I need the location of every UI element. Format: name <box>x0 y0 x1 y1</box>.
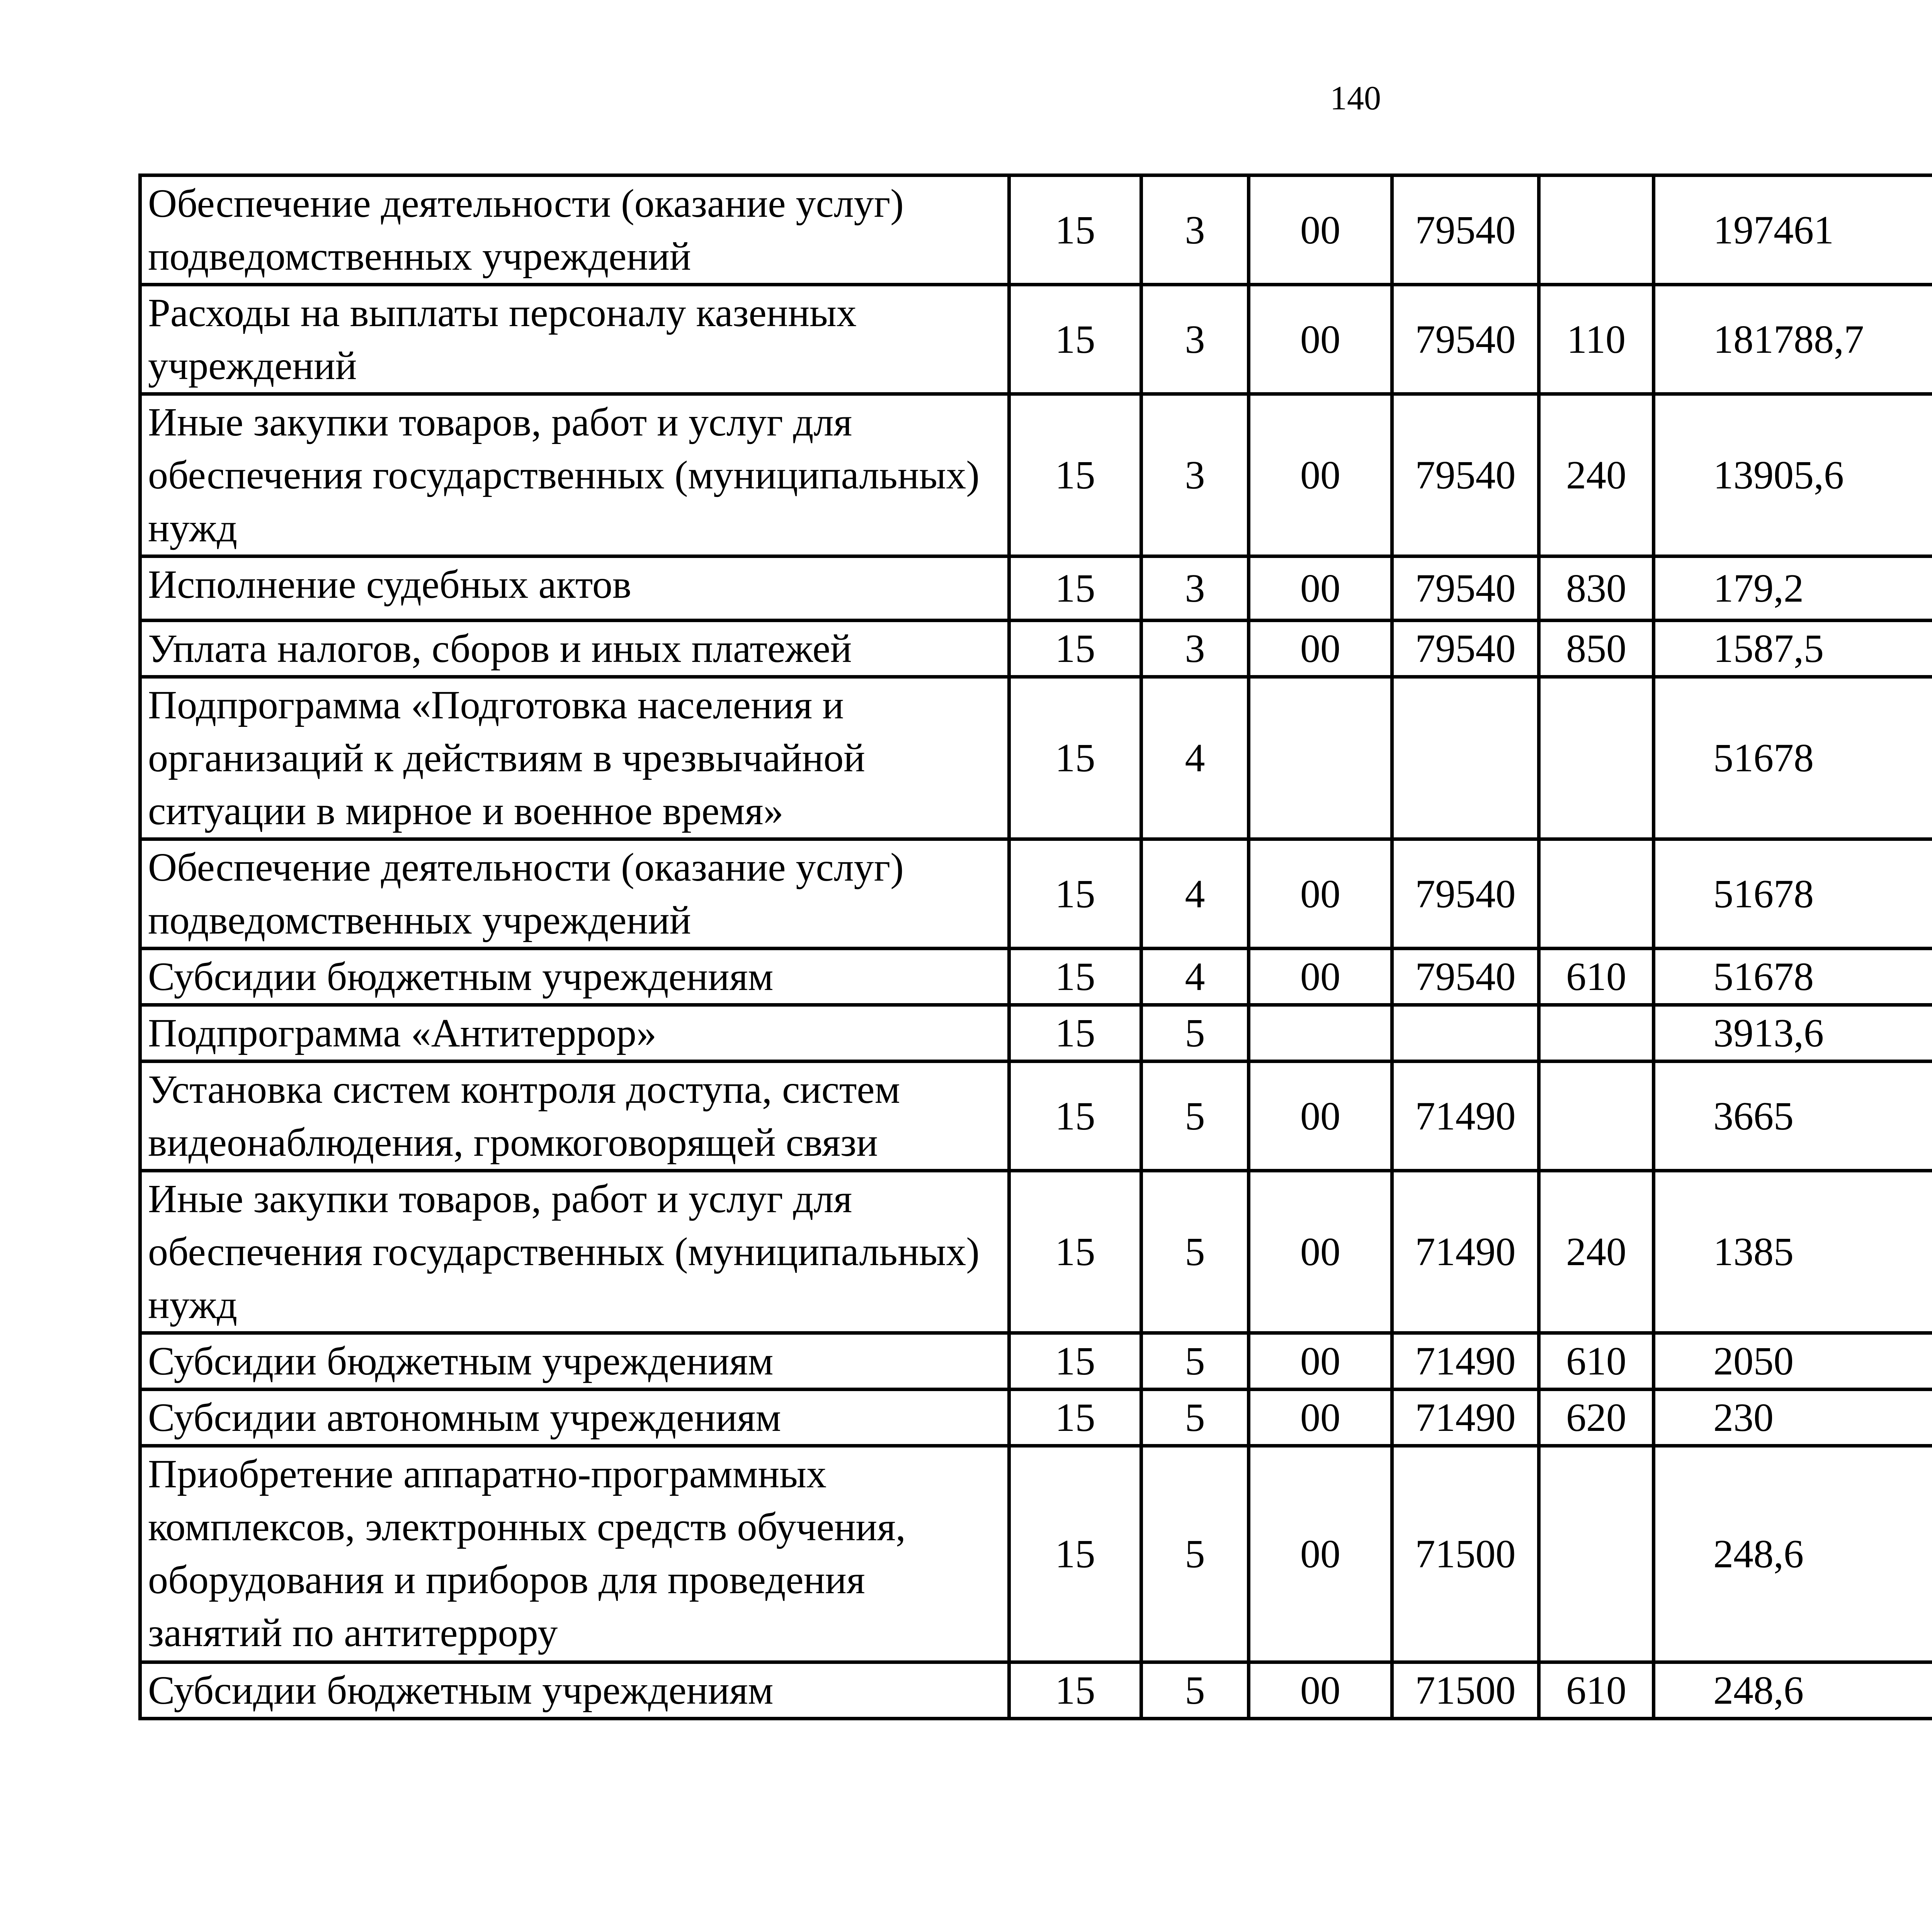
code-target: 79540 <box>1392 394 1539 556</box>
code-expense-type: 240 <box>1539 1171 1654 1333</box>
table-row <box>140 175 1932 285</box>
code-target: 79540 <box>1392 285 1539 394</box>
code-group <box>1249 677 1392 839</box>
table-row <box>140 1446 1932 1662</box>
code-section: 15 <box>1009 677 1141 839</box>
code-expense-type: 110 <box>1539 285 1654 394</box>
code-section: 15 <box>1009 1446 1141 1662</box>
table-row <box>140 839 1932 949</box>
row-name: Приобретение аппаратно-программных комплексов, электронных средств обучения, оборудования и приборов для проведения занятий по антитеррору <box>140 1446 1009 1662</box>
row-name: Иные закупки товаров, работ и услуг для обеспечения государственных (муниципальных) нужд <box>140 394 1009 556</box>
table-row <box>140 1005 1932 1061</box>
code-subprogram: 3 <box>1141 285 1249 394</box>
table-row <box>140 1061 1932 1171</box>
code-target: 71490 <box>1392 1390 1539 1446</box>
code-target: 79540 <box>1392 949 1539 1005</box>
amount-year-1: 13905,6 <box>1654 394 1932 556</box>
code-expense-type: 830 <box>1539 556 1654 621</box>
code-target: 71490 <box>1392 1333 1539 1390</box>
budget-table <box>138 173 1932 1720</box>
amount-year-1: 51678 <box>1654 949 1932 1005</box>
code-target: 71500 <box>1392 1446 1539 1662</box>
code-group: 00 <box>1249 621 1392 677</box>
code-section: 15 <box>1009 1390 1141 1446</box>
code-subprogram: 3 <box>1141 556 1249 621</box>
table-row <box>140 1171 1932 1333</box>
code-group: 00 <box>1249 1390 1392 1446</box>
code-expense-type: 240 <box>1539 394 1654 556</box>
code-group: 00 <box>1249 394 1392 556</box>
code-target <box>1392 1005 1539 1061</box>
page-number: 140 <box>1330 80 1381 117</box>
code-subprogram: 4 <box>1141 677 1249 839</box>
code-section: 15 <box>1009 556 1141 621</box>
code-expense-type <box>1539 175 1654 285</box>
code-subprogram: 5 <box>1141 1005 1249 1061</box>
code-section: 15 <box>1009 175 1141 285</box>
table-row <box>140 621 1932 677</box>
code-target: 71490 <box>1392 1061 1539 1171</box>
code-subprogram: 5 <box>1141 1446 1249 1662</box>
amount-year-1: 3665 <box>1654 1061 1932 1171</box>
code-target: 79540 <box>1392 839 1539 949</box>
code-expense-type: 610 <box>1539 949 1654 1005</box>
code-section: 15 <box>1009 949 1141 1005</box>
code-group: 00 <box>1249 1662 1392 1719</box>
code-subprogram: 3 <box>1141 175 1249 285</box>
code-group: 00 <box>1249 175 1392 285</box>
code-subprogram: 5 <box>1141 1390 1249 1446</box>
amount-year-1: 230 <box>1654 1390 1932 1446</box>
row-name: Расходы на выплаты персоналу казенных учреждений <box>140 285 1009 394</box>
code-section: 15 <box>1009 621 1141 677</box>
row-name: Иные закупки товаров, работ и услуг для обеспечения государственных (муниципальных) нужд <box>140 1171 1009 1333</box>
amount-year-1: 197461 <box>1654 175 1932 285</box>
code-group: 00 <box>1249 839 1392 949</box>
code-section: 15 <box>1009 394 1141 556</box>
code-target <box>1392 677 1539 839</box>
code-section: 15 <box>1009 839 1141 949</box>
code-group: 00 <box>1249 1333 1392 1390</box>
table-row <box>140 1333 1932 1390</box>
amount-year-1: 51678 <box>1654 839 1932 949</box>
table-row <box>140 677 1932 839</box>
code-subprogram: 5 <box>1141 1662 1249 1719</box>
code-group: 00 <box>1249 949 1392 1005</box>
amount-year-1: 179,2 <box>1654 556 1932 621</box>
row-name: Подпрограмма «Подготовка населения и организаций к действиям в чрезвычайной ситуации в мирное и военное время» <box>140 677 1009 839</box>
code-group: 00 <box>1249 1061 1392 1171</box>
amount-year-1: 1587,5 <box>1654 621 1932 677</box>
code-target: 79540 <box>1392 621 1539 677</box>
row-name: Субсидии бюджетным учреждениям <box>140 1333 1009 1390</box>
code-expense-type: 620 <box>1539 1390 1654 1446</box>
table-row <box>140 1390 1932 1446</box>
code-expense-type: 850 <box>1539 621 1654 677</box>
code-subprogram: 5 <box>1141 1061 1249 1171</box>
code-expense-type <box>1539 1061 1654 1171</box>
row-name: Обеспечение деятельности (оказание услуг) подведомственных учреждений <box>140 839 1009 949</box>
code-group: 00 <box>1249 556 1392 621</box>
code-expense-type <box>1539 839 1654 949</box>
table-row <box>140 556 1932 621</box>
row-name: Субсидии автономным учреждениям <box>140 1390 1009 1446</box>
code-section: 15 <box>1009 285 1141 394</box>
code-expense-type <box>1539 677 1654 839</box>
code-subprogram: 3 <box>1141 394 1249 556</box>
code-expense-type <box>1539 1005 1654 1061</box>
row-name: Обеспечение деятельности (оказание услуг) подведомственных учреждений <box>140 175 1009 285</box>
table-row <box>140 394 1932 556</box>
code-target: 71490 <box>1392 1171 1539 1333</box>
row-name: Подпрограмма «Антитеррор» <box>140 1005 1009 1061</box>
row-name: Субсидии бюджетным учреждениям <box>140 1662 1009 1719</box>
code-group <box>1249 1005 1392 1061</box>
code-target: 79540 <box>1392 556 1539 621</box>
row-name: Уплата налогов, сборов и иных платежей <box>140 621 1009 677</box>
row-name: Исполнение судебных актов <box>140 556 1009 621</box>
amount-year-1: 51678 <box>1654 677 1932 839</box>
amount-year-1: 1385 <box>1654 1171 1932 1333</box>
amount-year-1: 248,6 <box>1654 1662 1932 1719</box>
code-group: 00 <box>1249 1446 1392 1662</box>
table-row <box>140 1662 1932 1719</box>
code-section: 15 <box>1009 1662 1141 1719</box>
amount-year-1: 248,6 <box>1654 1446 1932 1662</box>
code-section: 15 <box>1009 1061 1141 1171</box>
code-section: 15 <box>1009 1005 1141 1061</box>
code-target: 71500 <box>1392 1662 1539 1719</box>
code-subprogram: 4 <box>1141 949 1249 1005</box>
code-target: 79540 <box>1392 175 1539 285</box>
amount-year-1: 2050 <box>1654 1333 1932 1390</box>
code-expense-type <box>1539 1446 1654 1662</box>
code-subprogram: 5 <box>1141 1333 1249 1390</box>
amount-year-1: 3913,6 <box>1654 1005 1932 1061</box>
code-expense-type: 610 <box>1539 1662 1654 1719</box>
code-group: 00 <box>1249 1171 1392 1333</box>
code-section: 15 <box>1009 1333 1141 1390</box>
code-subprogram: 4 <box>1141 839 1249 949</box>
code-expense-type: 610 <box>1539 1333 1654 1390</box>
code-subprogram: 5 <box>1141 1171 1249 1333</box>
code-subprogram: 3 <box>1141 621 1249 677</box>
amount-year-1: 181788,7 <box>1654 285 1932 394</box>
row-name: Субсидии бюджетным учреждениям <box>140 949 1009 1005</box>
table-row <box>140 285 1932 394</box>
code-group: 00 <box>1249 285 1392 394</box>
row-name: Установка систем контроля доступа, систем видеонаблюдения, громкоговорящей связи <box>140 1061 1009 1171</box>
code-section: 15 <box>1009 1171 1141 1333</box>
table-row <box>140 949 1932 1005</box>
